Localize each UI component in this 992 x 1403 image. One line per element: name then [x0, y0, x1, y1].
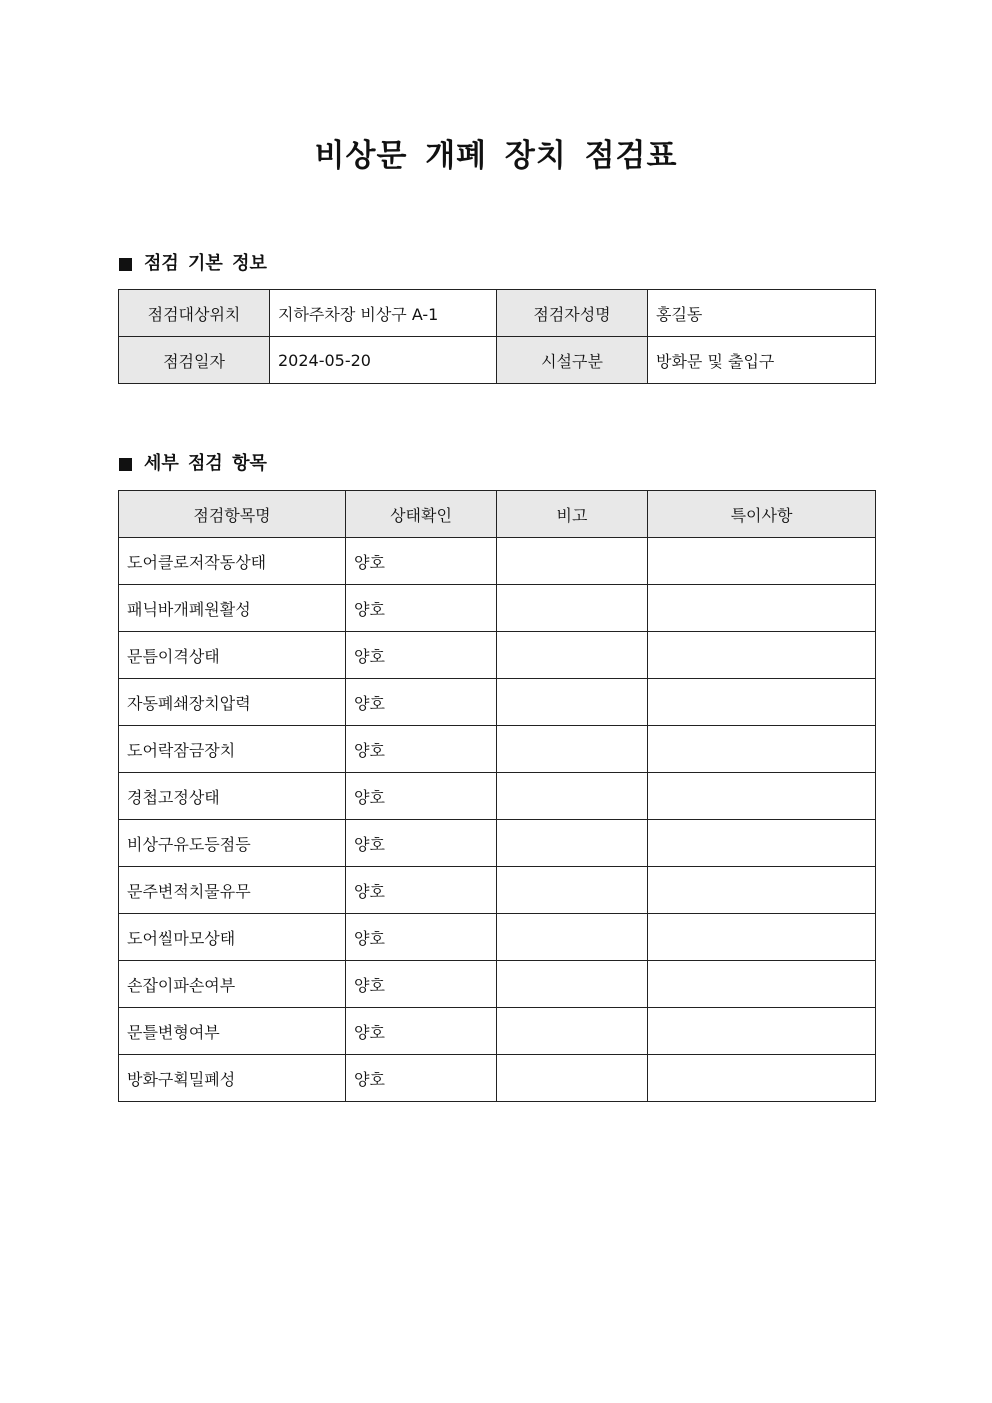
remark-cell — [497, 1008, 648, 1055]
item-name-cell: 패닉바개폐원활성 — [119, 585, 346, 632]
item-name-cell: 경첩고정상태 — [119, 773, 346, 820]
table-row — [119, 867, 876, 914]
remark-cell — [497, 632, 648, 679]
note-cell — [648, 585, 876, 632]
basic-info-table — [118, 289, 876, 384]
status-cell: 양호 — [346, 679, 497, 726]
remark-cell — [497, 538, 648, 585]
remark-cell — [497, 961, 648, 1008]
note-cell — [648, 632, 876, 679]
note-cell — [648, 773, 876, 820]
table-row — [119, 961, 876, 1008]
item-name-cell: 방화구획밀폐성 — [119, 1055, 346, 1102]
remark-cell — [497, 867, 648, 914]
remark-cell — [497, 820, 648, 867]
table-row — [119, 1055, 876, 1102]
status-cell: 양호 — [346, 726, 497, 773]
item-name-cell: 문틈이격상태 — [119, 632, 346, 679]
status-cell: 양호 — [346, 632, 497, 679]
remark-cell — [497, 585, 648, 632]
table-row — [119, 337, 876, 384]
remark-cell — [497, 679, 648, 726]
section-heading-basic-info — [119, 251, 267, 277]
date-value: 2024-05-20 — [270, 337, 497, 384]
table-row — [119, 679, 876, 726]
note-cell — [648, 961, 876, 1008]
status-cell: 양호 — [346, 1055, 497, 1102]
table-header-row — [119, 491, 876, 538]
item-name-cell: 자동폐쇄장치압력 — [119, 679, 346, 726]
table-row — [119, 914, 876, 961]
date-label: 점검일자 — [119, 337, 270, 384]
location-value: 지하주차장 비상구 A-1 — [270, 290, 497, 337]
note-cell — [648, 1055, 876, 1102]
item-name-cell: 문틀변형여부 — [119, 1008, 346, 1055]
item-name-cell: 도어클로저작동상태 — [119, 538, 346, 585]
section-heading-label: 세부 점검 항목 — [144, 453, 267, 474]
status-cell: 양호 — [346, 585, 497, 632]
status-cell: 양호 — [346, 820, 497, 867]
status-cell: 양호 — [346, 1008, 497, 1055]
table-row — [119, 290, 876, 337]
status-cell: 양호 — [346, 961, 497, 1008]
square-bullet-icon — [119, 458, 132, 471]
table-row — [119, 538, 876, 585]
square-bullet-icon — [119, 258, 132, 271]
status-cell: 양호 — [346, 538, 497, 585]
table-row — [119, 1008, 876, 1055]
table-row — [119, 726, 876, 773]
inspector-value: 홍길동 — [648, 290, 876, 337]
column-header-item: 점검항목명 — [119, 491, 346, 538]
note-cell — [648, 820, 876, 867]
facility-label: 시설구분 — [497, 337, 648, 384]
page-title: 비상문 개폐 장치 점검표 — [314, 138, 678, 174]
note-cell — [648, 538, 876, 585]
note-cell — [648, 867, 876, 914]
note-cell — [648, 1008, 876, 1055]
table-row — [119, 632, 876, 679]
remark-cell — [497, 773, 648, 820]
remark-cell — [497, 1055, 648, 1102]
item-name-cell: 비상구유도등점등 — [119, 820, 346, 867]
detail-checklist-table — [118, 490, 876, 1102]
column-header-remark: 비고 — [497, 491, 648, 538]
item-name-cell: 손잡이파손여부 — [119, 961, 346, 1008]
item-name-cell: 문주변적치물유무 — [119, 867, 346, 914]
table-row — [119, 773, 876, 820]
status-cell: 양호 — [346, 867, 497, 914]
table-row — [119, 585, 876, 632]
status-cell: 양호 — [346, 914, 497, 961]
remark-cell — [497, 726, 648, 773]
facility-value: 방화문 및 출입구 — [648, 337, 876, 384]
inspector-label: 점검자성명 — [497, 290, 648, 337]
table-row — [119, 820, 876, 867]
note-cell — [648, 679, 876, 726]
status-cell: 양호 — [346, 773, 497, 820]
item-name-cell: 도어씰마모상태 — [119, 914, 346, 961]
remark-cell — [497, 914, 648, 961]
section-heading-detail — [119, 451, 267, 477]
note-cell — [648, 726, 876, 773]
column-header-status: 상태확인 — [346, 491, 497, 538]
section-heading-label: 점검 기본 정보 — [144, 253, 267, 274]
note-cell — [648, 914, 876, 961]
column-header-note: 특이사항 — [648, 491, 876, 538]
location-label: 점검대상위치 — [119, 290, 270, 337]
item-name-cell: 도어락잠금장치 — [119, 726, 346, 773]
